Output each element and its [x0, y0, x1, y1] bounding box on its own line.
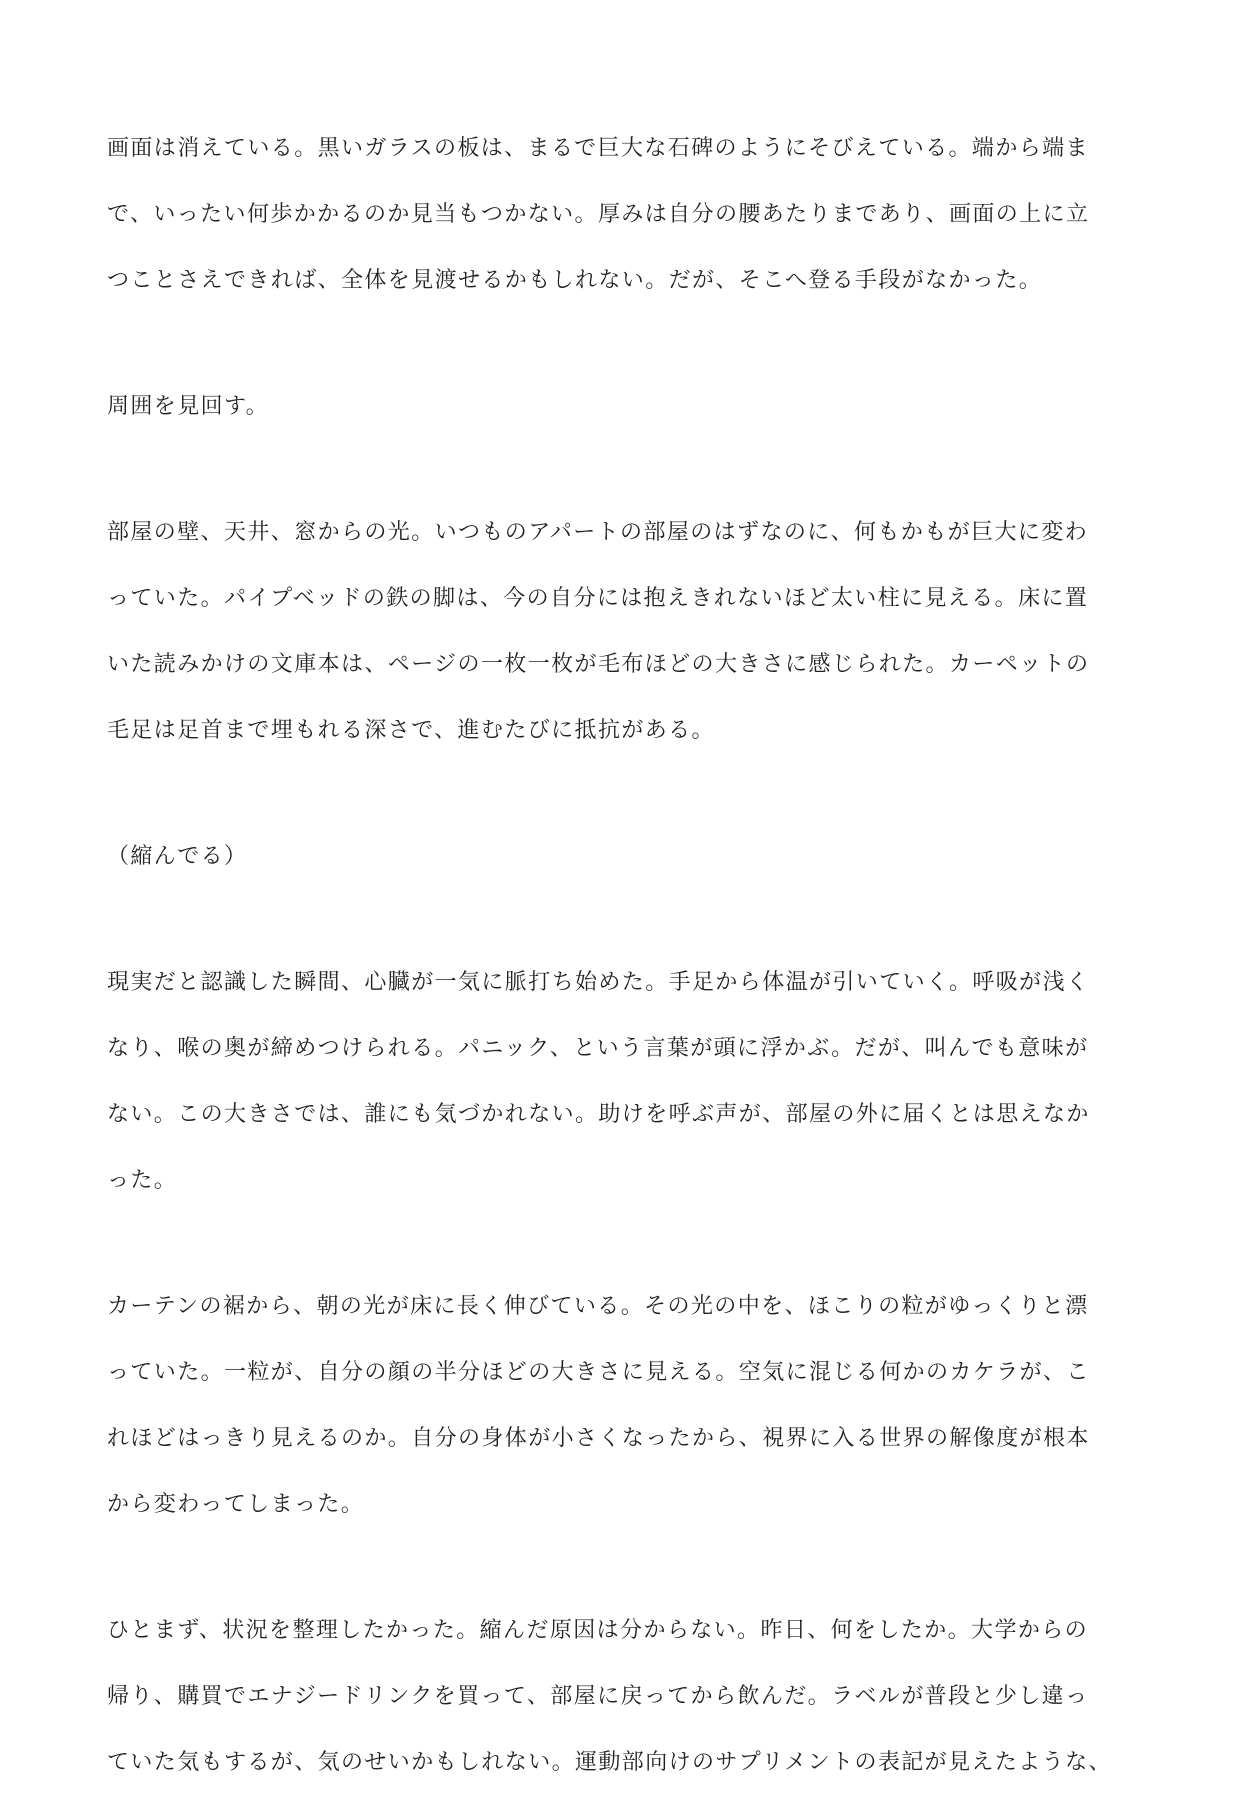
text-line: 画面は消えている。黒いガラスの板は、まるで巨大な石碑のようにそびえている。端から端ま [107, 136, 1089, 161]
paragraph-1 [107, 124, 1147, 322]
document-body [107, 124, 1147, 1804]
text-line: で、いったい何歩かかるのか見当もつかない。厚みは自分の腰あたりまであり、画面の上に立 [107, 202, 1090, 227]
text-line: カーテンの裾から、朝の光が床に長く伸びている。その光の中を、ほこりの粒がゆっくりと漂 [107, 1294, 1089, 1319]
paragraph-gap [107, 1546, 1147, 1606]
text-line: 帰り、購買でエナジードリンクを買って、部屋に戻ってから飲んだ。ラベルが普段と少し違っ [107, 1684, 1089, 1709]
paragraph-gap [107, 1222, 1147, 1282]
text-line: なり、喉の奥が締めつけられる。パニック、という言葉が頭に浮かぶ。だが、叫んでも意味が [107, 1036, 1089, 1061]
text-line: れほどはっきり見えるのか。自分の身体が小さくなったから、視界に入る世界の解像度が根本 [107, 1426, 1090, 1451]
text-line: いた読みかけの文庫本は、ページの一枚一枚が毛布ほどの大きさに感じられた。カーペットの [107, 652, 1090, 677]
paragraph-gap [107, 448, 1147, 508]
text-line: ない。この大きさでは、誰にも気づかれない。助けを呼ぶ声が、部屋の外に届くとは思えなか [107, 1102, 1090, 1127]
paragraph-2 [107, 382, 1147, 448]
paragraph-gap [107, 898, 1147, 958]
paragraph-4 [107, 832, 1147, 898]
text-line: 部屋の壁、天井、窓からの光。いつものアパートの部屋のはずなのに、何もかもが巨大に変わ [107, 520, 1089, 545]
paragraph-6 [107, 1282, 1147, 1546]
paragraph-7 [107, 1606, 1147, 1804]
text-line: 周囲を見回す。 [107, 394, 270, 419]
text-line: ていた気もするが、気のせいかもしれない。運動部向けのサプリメントの表記が見えたような、 [107, 1750, 1112, 1775]
text-line: ひとまず、状況を整理したかった。縮んだ原因は分からない。昨日、何をしたか。大学からの [107, 1618, 1089, 1643]
text-line: っていた。一粒が、自分の顔の半分ほどの大きさに見える。空気に混じる何かのカケラが、こ [107, 1360, 1090, 1385]
paragraph-5 [107, 958, 1147, 1222]
paragraph-gap [107, 772, 1147, 832]
text-line: 現実だと認識した瞬間、心臓が一気に脈打ち始めた。手足から体温が引いていく。呼吸が浅く [107, 970, 1090, 995]
text-line: （縮んでる） [107, 844, 248, 869]
text-line: った。 [107, 1168, 178, 1193]
paragraph-gap [107, 322, 1147, 382]
text-line: 毛足は足首まで埋もれる深さで、進むたびに抵抗がある。 [107, 718, 715, 743]
paragraph-3 [107, 508, 1147, 772]
text-line: っていた。パイプベッドの鉄の脚は、今の自分には抱えきれないほど太い柱に見える。床に置 [107, 586, 1089, 611]
text-line: から変わってしまった。 [107, 1492, 365, 1517]
text-line: つことさえできれば、全体を見渡せるかもしれない。だが、そこへ登る手段がなかった。 [107, 268, 1043, 293]
